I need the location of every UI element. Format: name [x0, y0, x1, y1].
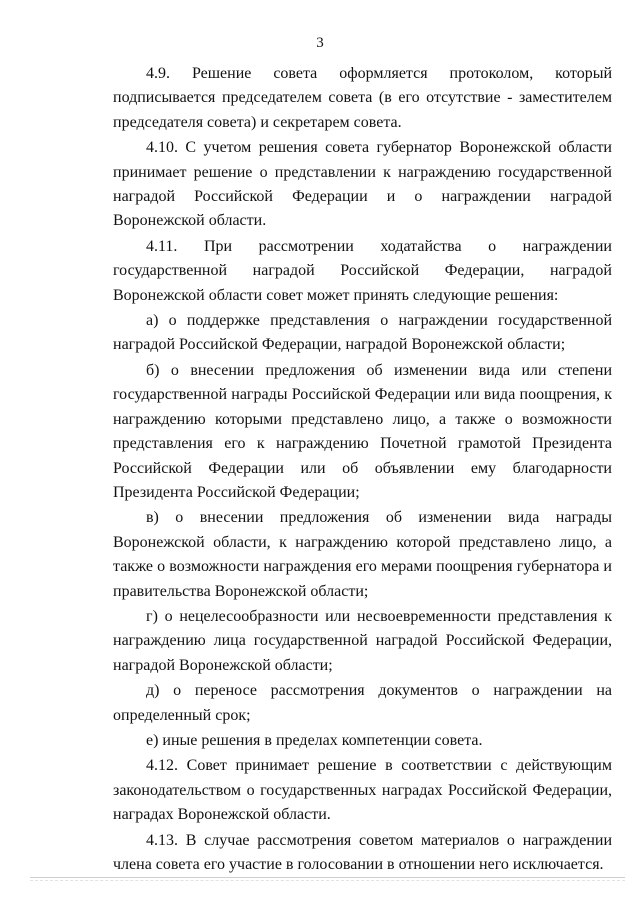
paragraph-4-9: 4.9. Решение совета оформляется протоколом, который подписывается председателем совета (в его отсутствие - заместителем председателя совета) и секретарем совета.: [113, 65, 612, 131]
page-number: 3: [316, 35, 324, 51]
paragraph-4-11: 4.11. При рассмотрении ходатайства о награждении государственной наградой Российской Федерации, наградой Воронежской области совет может принять следующие решения:: [113, 237, 612, 304]
list-item-v: в) о внесении предложения об изменении вида награды Воронежской области, к награждению которой представлено лицо, а также о возможности награждения его мерами поощрения губернатора и правительства Воронежской области;: [113, 509, 612, 600]
list-item-b: б) о внесении предложения об изменении вида или степени государственной награды Российской Федерации или вида поощрения, к награждению которыми представлено лицо, а также о возможности представления его к награждению Почетной грамотой Президента Российской Федерации или об объявлении ему благодарности Президента Российской Федерации;: [113, 361, 612, 501]
list-item-g: г) о нецелесообразности или несвоевременности представления к награждению лица государственной наградой Российской Федерации, наградой Воронежской области;: [113, 607, 612, 674]
paragraph-4-10: 4.10. С учетом решения совета губернатор Воронежской области принимает решение о представлении к награждению государственной наградой Российской Федерации и о награждении наградой Воронежской области.: [113, 139, 612, 230]
list-item-a: а) о поддержке представления о награждении государственной наградой Российской Федерации, наградой Воронежской области;: [113, 312, 612, 354]
paragraph-4-13: 4.13. В случае рассмотрения советом материалов о награждении члена совета его участие в голосовании в отношении него исключается.: [113, 831, 612, 873]
scan-bottom-edge: [30, 877, 625, 878]
paragraph-4-12: 4.12. Совет принимает решение в соответствии с действующим законодательством о государственных наградах Российской Федерации, наградах Воронежской области.: [113, 757, 612, 824]
document-body: [113, 62, 612, 877]
scan-bottom-edge-shadow: [30, 880, 625, 881]
list-item-d: д) о переносе рассмотрения документов о награждении на определенный срок;: [113, 682, 612, 724]
list-item-e: е) иные решения в пределах компетенции совета.: [146, 731, 483, 749]
